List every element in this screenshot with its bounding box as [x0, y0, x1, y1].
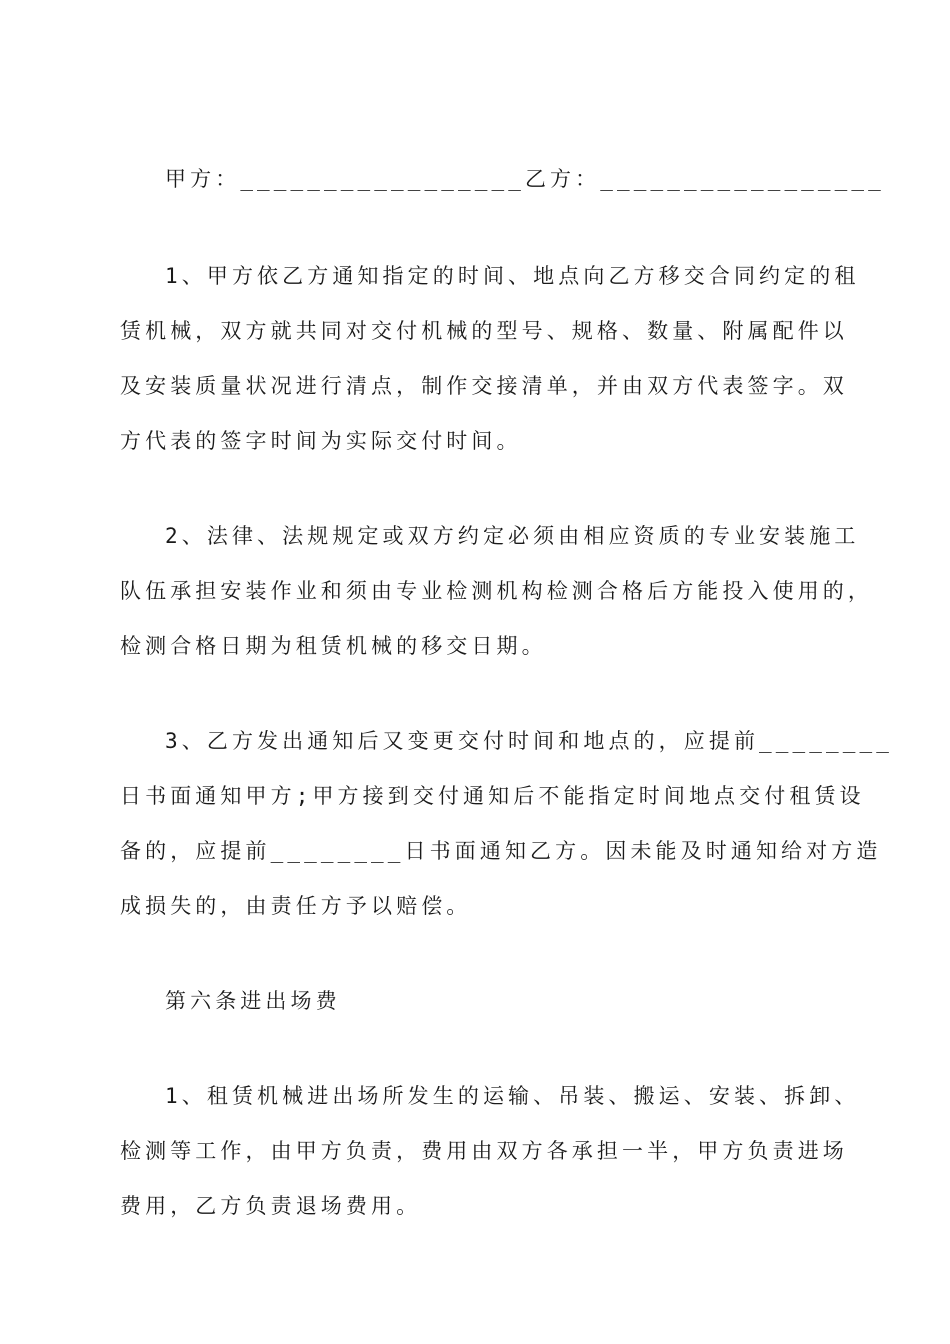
clause-line: 备的，应提前________日书面通知乙方。因未能及时通知给对方造: [120, 839, 882, 863]
clause-line: 2、法律、法规规定或双方约定必须由相应资质的专业安装施工: [165, 524, 860, 548]
clause-line: 检测合格日期为租赁机械的移交日期。: [120, 634, 547, 658]
clause-line: 3、乙方发出通知后又变更交付时间和地点的，应提前________: [165, 729, 893, 753]
party-a-label: 甲方：: [165, 167, 241, 191]
clause-line: 检测等工作，由甲方负责，费用由双方各承担一半，甲方负责进场: [120, 1139, 848, 1163]
clause-line: 队伍承担安装作业和须由专业检测机构检测合格后方能投入使用的，: [120, 579, 873, 603]
clause-line: 赁机械，双方就共同对交付机械的型号、规格、数量、附属配件以: [120, 319, 848, 343]
signature-line: [165, 165, 885, 193]
party-b-label: 乙方：: [524, 167, 601, 191]
section-heading: 第六条进出场费: [165, 989, 341, 1013]
party-a-blank: _________________: [240, 167, 525, 191]
party-b-blank: _________________: [600, 167, 885, 191]
clause-line: 1、租赁机械进出场所发生的运输、吊装、搬运、安装、拆卸、: [165, 1084, 860, 1108]
clause-line: 方代表的签字时间为实际交付时间。: [120, 429, 522, 453]
clause-line: 及安装质量状况进行清点，制作交接清单，并由双方代表签字。双: [120, 374, 848, 398]
clause-line: 成损失的，由责任方予以赔偿。: [120, 894, 472, 918]
clause-line: 费用，乙方负责退场费用。: [120, 1194, 422, 1218]
clause-line: 1、甲方依乙方通知指定的时间、地点向乙方移交合同约定的租: [165, 264, 860, 288]
clause-line: 日书面通知甲方;甲方接到交付通知后不能指定时间地点交付租赁设: [120, 784, 865, 808]
